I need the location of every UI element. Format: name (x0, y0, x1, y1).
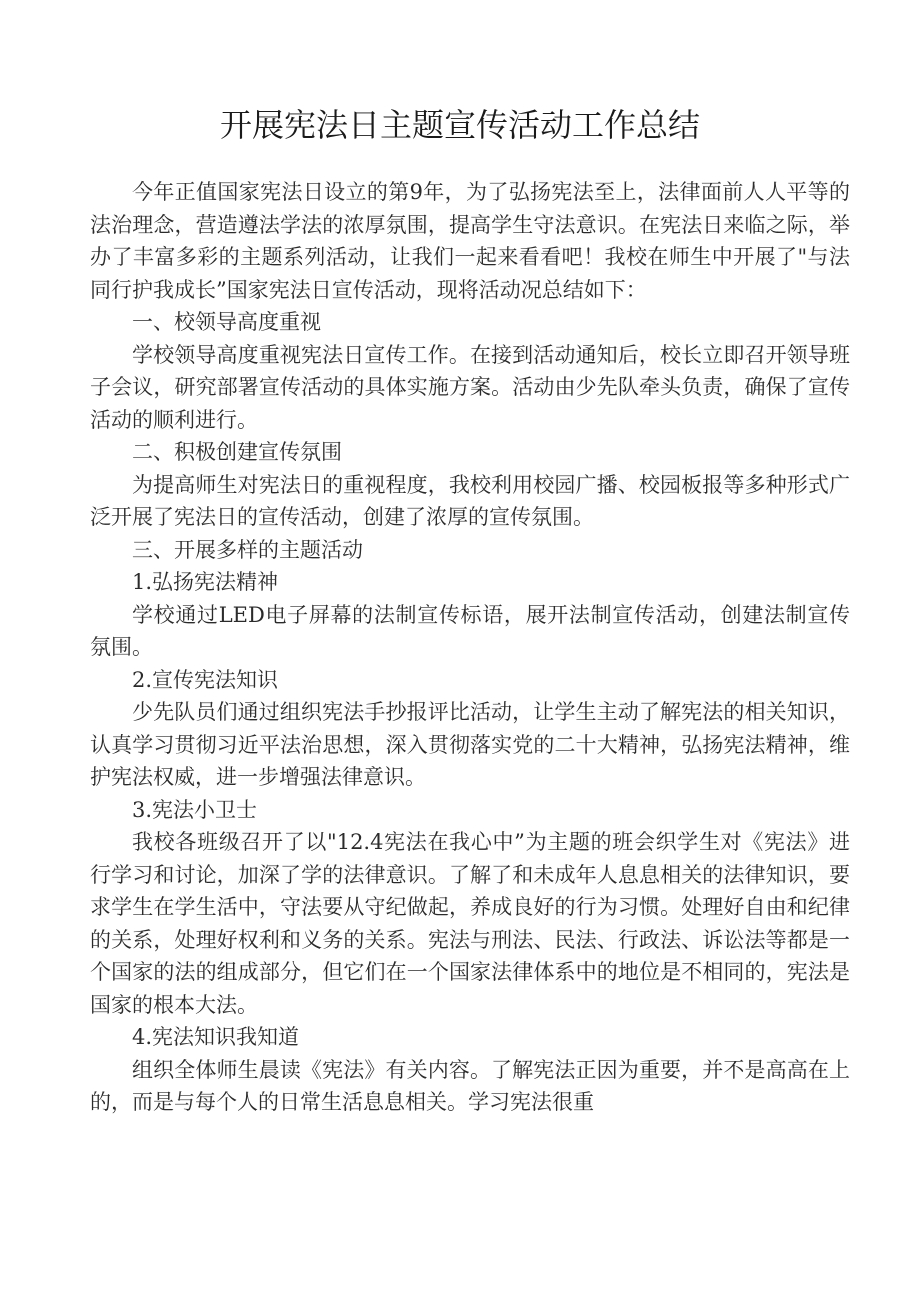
item-3-paragraph: 我校各班级召开了以"12.4宪法在我心中”为主题的班会织学生对《宪法》进行学习和讨论，加深了学的法律意识。了解了和未成年人息息相关的法律知识，要求学生在学生活中，守法要从守纪做起，养成良好的行为习惯。处理好自由和纪律的关系，处理好权利和义务的关系。宪法与刑法、民法、行政法、诉讼法等都是一个国家的法的组成部分，但它们在一个国家法律体系中的地位是不相同的，宪法是国家的根本大法。 (90, 830, 850, 1017)
item-3-heading: 3.宪法小卫士 (132, 797, 258, 822)
document-title: 开展宪法日主题宣传活动工作总结 (219, 106, 700, 144)
document-body (90, 176, 850, 1119)
section-1-heading: 一、校领导高度重视 (132, 310, 321, 334)
section-3-heading: 三、开展多样的主题活动 (132, 537, 363, 562)
section-1-paragraph: 学校领导高度重视宪法日宣传工作。在接到活动通知后，校长立即召开领导班子会议，研究部署宣传活动的具体实施方案。活动由少先队牵头负责，确保了宣传活动的顺利进行。 (90, 342, 850, 432)
item-1-paragraph: 学校通过LED电子屏幕的法制宣传标语，展开法制宣传活动，创建法制宣传氛围。 (90, 602, 850, 659)
item-4-paragraph: 组织全体师生晨读《宪法》有关内容。了解宪法正因为重要，并不是高高在上的，而是与每个人的日常生活息息相关。学习宪法很重 (90, 1057, 850, 1114)
section-2-paragraph: 为提高师生对宪法日的重视程度，我校利用校园广播、校园板报等多种形式广泛开展了宪法日的宣传活动，创建了浓厚的宣传氛围。 (90, 472, 850, 529)
intro-paragraph: 今年正值国家宪法日设立的第9年，为了弘扬宪法至上，法律面前人人平等的法治理念，营造遵法学法的浓厚氛围，提高学生守法意识。在宪法日来临之际，举办了丰富多彩的主题系列活动，让我们一起来看看吧！我校在师生中开展了"与法同行护我成长”国家宪法日宣传活动，现将活动况总结如下： (90, 180, 850, 302)
section-2-heading: 二、积极创建宣传氛围 (132, 440, 342, 464)
item-2-paragraph: 少先队员们通过组织宪法手抄报评比活动，让学生主动了解宪法的相关知识，认真学习贯彻习近平法治思想，深入贯彻落实党的二十大精神，弘扬宪法精神，维护宪法权威，进一步增强法律意识。 (90, 700, 850, 789)
item-2-heading: 2.宣传宪法知识 (132, 667, 279, 692)
item-1-heading: 1.弘扬宪法精神 (132, 570, 279, 594)
item-4-heading: 4.宪法知识我知道 (132, 1025, 300, 1049)
